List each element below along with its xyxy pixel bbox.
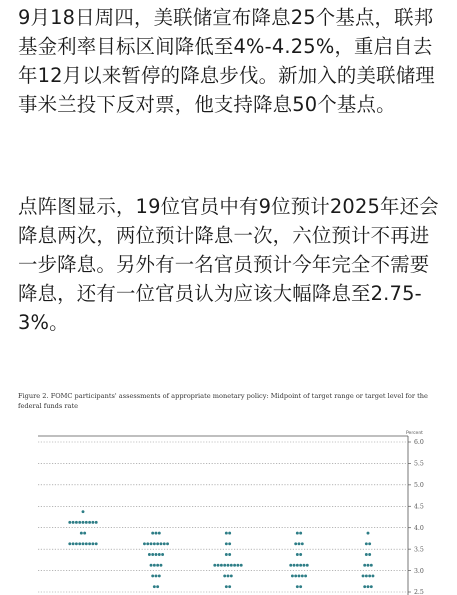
y-tick-label: 5.5: [414, 460, 424, 468]
y-tick-label: 4.5: [414, 503, 424, 511]
participant-dot: [158, 553, 161, 556]
y-tick-label: 6.0: [414, 439, 424, 447]
participant-dot: [75, 542, 78, 545]
participant-dot: [227, 564, 230, 567]
participant-dot: [217, 564, 220, 567]
participant-dot: [160, 564, 163, 567]
participant-dot: [95, 542, 98, 545]
participant-dot: [148, 553, 151, 556]
paragraph-dot-plot: 点阵图显示，19位官员中有9位预计2025年还会降息两次，两位预计降息一次，六位预计不再进一步降息。另外有一名官员预计今年完全不需要降息，还有一位官员认为应该大幅降息至2.75-3%。: [18, 195, 439, 334]
participant-dot: [85, 542, 88, 545]
participant-dot: [88, 542, 91, 545]
participant-dot: [88, 521, 91, 524]
participant-dot: [372, 574, 375, 577]
participant-dot: [95, 521, 98, 524]
participant-dot: [370, 564, 373, 567]
participant-dot: [368, 574, 371, 577]
participant-dot: [368, 553, 371, 556]
participant-dot: [72, 542, 75, 545]
participant-dot: [68, 521, 71, 524]
participant-dot: [296, 553, 299, 556]
participant-dot: [153, 585, 156, 588]
participant-dot: [296, 564, 299, 567]
participant-dot: [367, 564, 370, 567]
participant-dot: [370, 585, 373, 588]
figure-caption: Figure 2. FOMC participants' assessments of appropriate monetary policy: Midpoint of target range or target level for the federal funds rate: [18, 392, 428, 410]
participant-dot: [80, 532, 83, 535]
participant-dot: [82, 542, 85, 545]
participant-dot: [225, 585, 228, 588]
participant-dot: [225, 532, 228, 535]
participant-dot: [230, 564, 233, 567]
units-label: Percent: [406, 431, 423, 436]
y-tick-label: 2.5: [414, 589, 424, 595]
participant-dot: [227, 574, 230, 577]
participant-dot: [225, 553, 228, 556]
participant-dot: [296, 532, 299, 535]
participant-dot: [365, 553, 368, 556]
participant-dot: [228, 553, 231, 556]
participant-dot: [213, 564, 216, 567]
participant-dot: [220, 564, 223, 567]
participant-dot: [155, 553, 158, 556]
participant-dot: [233, 564, 236, 567]
participant-dot: [146, 542, 149, 545]
participant-dot: [236, 564, 239, 567]
participant-dot: [289, 564, 292, 567]
participant-dot: [161, 553, 164, 556]
participant-dot: [228, 542, 231, 545]
participant-dot: [299, 532, 302, 535]
participant-dot: [68, 542, 71, 545]
participant-dot: [363, 564, 366, 567]
participant-dot: [293, 564, 296, 567]
participant-dot: [158, 532, 161, 535]
y-tick-label: 3.0: [414, 567, 424, 575]
participant-dot: [301, 542, 304, 545]
participant-dot: [83, 532, 86, 535]
participant-dot: [72, 521, 75, 524]
participant-dot: [228, 585, 231, 588]
participant-dot: [150, 564, 153, 567]
participant-dot: [160, 542, 163, 545]
y-tick-label: 5.0: [414, 482, 424, 490]
paragraph-rate-cut: 9月18日周四，美联储宣布降息25个基点，联邦基金利率目标区间降低至4%-4.25%，重启自去年12月以来暂停的降息步伐。新加入的美联储理事米兰投下反对票，他支持降息50个基点。: [18, 6, 435, 116]
participant-dot: [296, 585, 299, 588]
y-tick-label: 3.5: [414, 546, 424, 554]
participant-dot: [291, 574, 294, 577]
participant-dot: [82, 521, 85, 524]
participant-dot: [151, 574, 154, 577]
participant-dot: [78, 542, 81, 545]
participant-dot: [151, 553, 154, 556]
participant-dot: [153, 542, 156, 545]
participant-dot: [301, 574, 304, 577]
participant-dot: [240, 564, 243, 567]
participant-dot: [82, 510, 85, 513]
participant-dot: [91, 542, 94, 545]
participant-dot: [298, 542, 301, 545]
participant-dot: [91, 521, 94, 524]
participant-dot: [156, 542, 159, 545]
participant-dot: [78, 521, 81, 524]
participant-dot: [156, 585, 159, 588]
participant-dot: [153, 564, 156, 567]
participant-dot: [143, 542, 146, 545]
participant-dot: [298, 574, 301, 577]
participant-dot: [155, 532, 158, 535]
participant-dot: [225, 542, 228, 545]
participant-dot: [362, 574, 365, 577]
participant-dot: [155, 574, 158, 577]
participant-dot: [228, 532, 231, 535]
participant-dot: [163, 542, 166, 545]
participant-dot: [368, 542, 371, 545]
participant-dot: [223, 564, 226, 567]
participant-dot: [299, 585, 302, 588]
participant-dot: [230, 574, 233, 577]
participant-dot: [367, 532, 370, 535]
participant-dot: [363, 585, 366, 588]
participant-dot: [299, 553, 302, 556]
participant-dot: [365, 574, 368, 577]
participant-dot: [303, 564, 306, 567]
participant-dot: [365, 542, 368, 545]
participant-dot: [85, 521, 88, 524]
dot-plot-figure: [16, 384, 444, 595]
participant-dot: [299, 564, 302, 567]
participant-dot: [158, 574, 161, 577]
dot-plot-chart: [16, 384, 444, 595]
participant-dot: [166, 542, 169, 545]
participant-dot: [75, 521, 78, 524]
participant-dot: [304, 574, 307, 577]
participant-dot: [223, 574, 226, 577]
participant-dot: [367, 585, 370, 588]
participant-dot: [306, 564, 309, 567]
y-tick-label: 4.0: [414, 524, 424, 532]
participant-dot: [151, 532, 154, 535]
participant-dot: [150, 542, 153, 545]
participant-dot: [294, 542, 297, 545]
participant-dot: [294, 574, 297, 577]
participant-dot: [156, 564, 159, 567]
